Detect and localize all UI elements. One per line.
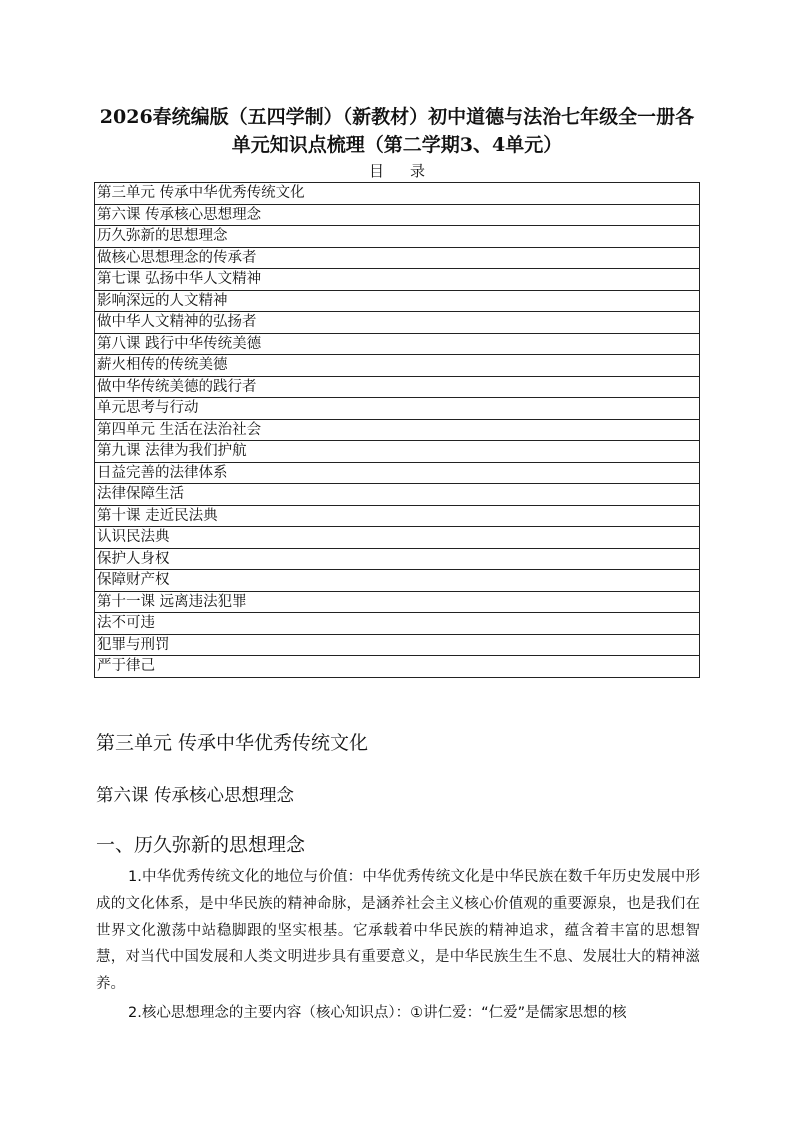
toc-entry[interactable]: 做中华传统美德的践行者 bbox=[95, 376, 700, 398]
toc-row[interactable] bbox=[95, 570, 700, 592]
toc-entry[interactable]: 单元思考与行动 bbox=[95, 398, 700, 420]
toc-entry[interactable]: 法不可违 bbox=[95, 613, 700, 635]
toc-entry[interactable]: 做核心思想理念的传承者 bbox=[95, 247, 700, 269]
toc-entry[interactable]: 第六课 传承核心思想理念 bbox=[95, 204, 700, 226]
toc-entry[interactable]: 第十一课 远离违法犯罪 bbox=[95, 591, 700, 613]
toc-entry[interactable]: 保障财产权 bbox=[95, 570, 700, 592]
toc-row[interactable] bbox=[95, 527, 700, 549]
unit-heading: 第三单元 传承中华优秀传统文化 bbox=[96, 732, 369, 754]
toc-entry[interactable]: 第八课 践行中华传统美德 bbox=[95, 333, 700, 355]
toc-row[interactable] bbox=[95, 398, 700, 420]
toc-row[interactable] bbox=[95, 591, 700, 613]
toc-row[interactable] bbox=[95, 548, 700, 570]
toc-row[interactable] bbox=[95, 247, 700, 269]
toc-row[interactable] bbox=[95, 484, 700, 506]
toc-row[interactable] bbox=[95, 183, 700, 205]
toc-row[interactable] bbox=[95, 355, 700, 377]
toc-row[interactable] bbox=[95, 333, 700, 355]
paragraph: 1.中华优秀传统文化的地位与价值：中华优秀传统文化是中华民族在数千年历史发展中形成的文化体系，是中华民族的精神命脉，是涵养社会主义核心价值观的重要源泉，也是我们在世界文化激荡中站稳脚跟的坚实根基。它承载着中华民族的精神追求，蕴含着丰富的思想智慧，对当代中国发展和人类文明进步具有重要意义，是中华民族生生不息、发展壮大的精神滋养。 bbox=[96, 869, 700, 993]
toc-row[interactable] bbox=[95, 505, 700, 527]
toc-entry[interactable]: 日益完善的法律体系 bbox=[95, 462, 700, 484]
toc-row[interactable] bbox=[95, 226, 700, 248]
toc-entry[interactable]: 保护人身权 bbox=[95, 548, 700, 570]
section-heading: 一、历久弥新的思想理念 bbox=[96, 834, 306, 856]
toc-entry[interactable]: 第九课 法律为我们护航 bbox=[95, 441, 700, 463]
toc-entry[interactable]: 历久弥新的思想理念 bbox=[95, 226, 700, 248]
toc-entry[interactable]: 做中华人文精神的弘扬者 bbox=[95, 312, 700, 334]
document-title: 2026春统编版（五四学制）（新教材）初中道德与法治七年级全一册各单元知识点梳理（第二学期3、4单元） bbox=[99, 106, 695, 156]
toc-row[interactable] bbox=[95, 419, 700, 441]
toc-entry[interactable]: 第三单元 传承中华优秀传统文化 bbox=[95, 183, 700, 205]
toc-entry[interactable]: 严于律己 bbox=[95, 656, 700, 678]
toc-row[interactable] bbox=[95, 290, 700, 312]
toc-entry[interactable]: 犯罪与刑罚 bbox=[95, 634, 700, 656]
paragraph: 2.核心思想理念的主要内容（核心知识点）：①讲仁爱：“仁爱”是儒家思想的核 bbox=[128, 1005, 627, 1021]
toc-row[interactable] bbox=[95, 613, 700, 635]
toc-table bbox=[94, 182, 700, 678]
toc-entry[interactable]: 第七课 弘扬中华人文精神 bbox=[95, 269, 700, 291]
toc-row[interactable] bbox=[95, 312, 700, 334]
toc-row[interactable] bbox=[95, 656, 700, 678]
toc-entry[interactable]: 法律保障生活 bbox=[95, 484, 700, 506]
toc-heading: 目录 bbox=[368, 162, 451, 180]
toc-entry[interactable]: 第四单元 生活在法治社会 bbox=[95, 419, 700, 441]
toc-row[interactable] bbox=[95, 441, 700, 463]
toc-row[interactable] bbox=[95, 462, 700, 484]
toc-row[interactable] bbox=[95, 269, 700, 291]
toc-row[interactable] bbox=[95, 634, 700, 656]
toc-entry[interactable]: 第十课 走近民法典 bbox=[95, 505, 700, 527]
toc-entry[interactable]: 影响深远的人文精神 bbox=[95, 290, 700, 312]
toc-entry[interactable]: 薪火相传的传统美德 bbox=[95, 355, 700, 377]
toc-row[interactable] bbox=[95, 376, 700, 398]
toc-entry[interactable]: 认识民法典 bbox=[95, 527, 700, 549]
toc-row[interactable] bbox=[95, 204, 700, 226]
lesson-heading: 第六课 传承核心思想理念 bbox=[96, 786, 295, 806]
